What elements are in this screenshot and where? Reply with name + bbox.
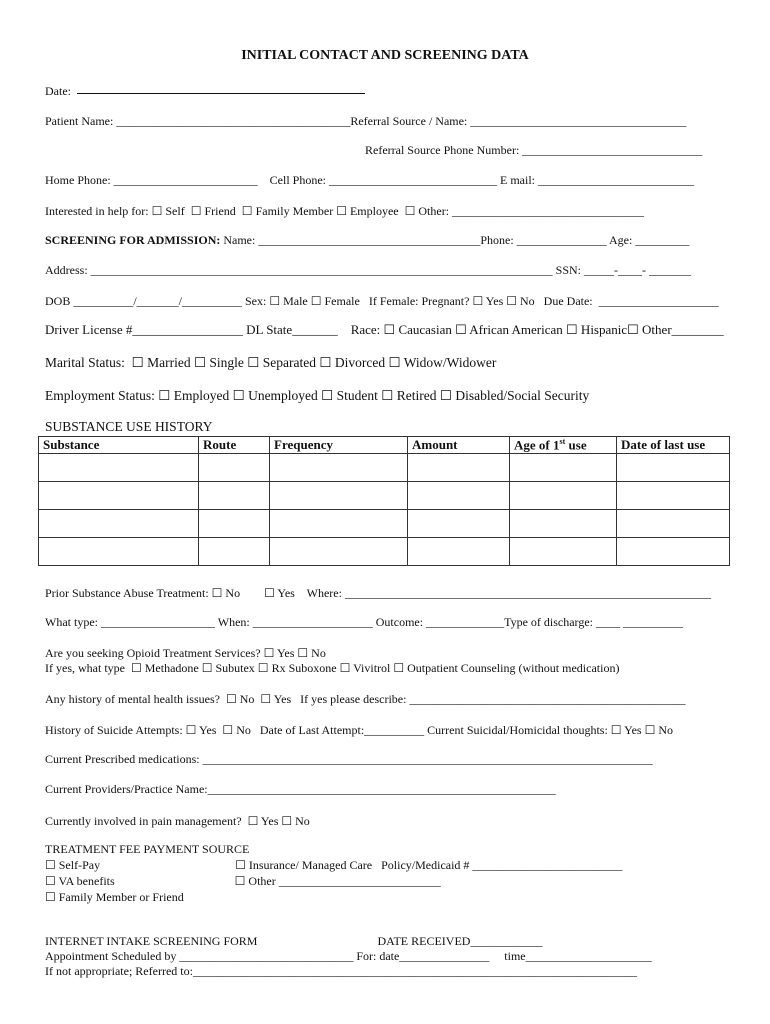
providers-line[interactable]: Current Providers/Practice Name:__________________________________________________________ — [45, 782, 556, 796]
col-age-first-use: Age of 1st use — [510, 437, 617, 454]
address-line[interactable]: Address: _____________________________________________________________________________ SSN: _____-____- _______ — [45, 263, 692, 277]
table-cell[interactable] — [39, 510, 199, 538]
opioid-question[interactable]: Are you seeking Opioid Treatment Services? ☐ Yes ☐ No — [45, 646, 326, 660]
table-cell[interactable] — [408, 454, 510, 482]
table-cell[interactable] — [408, 482, 510, 510]
table-cell[interactable] — [617, 482, 730, 510]
date-field[interactable] — [77, 93, 365, 94]
form-title: INITIAL CONTACT AND SCREENING DATA — [241, 48, 529, 63]
pain-management-line[interactable]: Currently involved in pain management? ☐ Yes ☐ No — [45, 814, 310, 828]
fee-row-3[interactable]: ☐ Family Member or Friend — [45, 890, 184, 904]
medications-line[interactable]: Current Prescribed medications: ___________________________________________________________________________ — [45, 752, 653, 766]
table-cell[interactable] — [39, 454, 199, 482]
table-header-row — [39, 437, 730, 454]
table-cell[interactable] — [199, 538, 270, 566]
table-cell[interactable] — [617, 538, 730, 566]
table-cell[interactable] — [270, 510, 408, 538]
treatment-type-line[interactable]: What type: ___________________ When: ____________________ Outcome: _____________Type of discharge: ____ __________ — [45, 615, 683, 629]
col-substance: Substance — [39, 437, 199, 454]
table-cell[interactable] — [510, 482, 617, 510]
table-row — [39, 538, 730, 566]
col-amount: Amount — [408, 437, 510, 454]
fee-source-heading: TREATMENT FEE PAYMENT SOURCE — [45, 842, 250, 856]
mental-health-line[interactable]: Any history of mental health issues? ☐ No ☐ Yes If yes please describe: ______________________________________________ — [45, 692, 686, 706]
table-row — [39, 510, 730, 538]
table-cell[interactable] — [199, 482, 270, 510]
substance-table — [38, 436, 730, 566]
fee-row-1[interactable]: ☐ Self-Pay ☐ Insurance/ Managed Care Policy/Medicaid # _________________________ — [45, 858, 623, 872]
table-cell[interactable] — [408, 538, 510, 566]
driver-license-line[interactable]: Driver License #_________________ DL State_______ Race: ☐ Caucasian ☐ African American ☐ Hispanic☐ Other________ — [45, 322, 724, 337]
col-frequency: Frequency — [270, 437, 408, 454]
substance-history-heading: SUBSTANCE USE HISTORY — [45, 419, 213, 434]
dob-line[interactable]: DOB __________/_______/__________ Sex: ☐ Male ☐ Female If Female: Pregnant? ☐ Yes ☐ No Due Date: ____________________ — [45, 294, 719, 308]
col-date-last-use: Date of last use — [617, 437, 730, 454]
table-cell[interactable] — [270, 538, 408, 566]
table-cell[interactable] — [39, 538, 199, 566]
screening-line[interactable] — [45, 233, 689, 247]
table-cell[interactable] — [270, 482, 408, 510]
fee-row-2[interactable]: ☐ VA benefits ☐ Other ___________________________ — [45, 874, 441, 888]
referred-line[interactable]: If not appropriate; Referred to:__________________________________________________________________________ — [45, 964, 637, 978]
patient-name-line[interactable]: Patient Name: _______________________________________Referral Source / Name: ____________________________________ — [45, 114, 687, 128]
table-cell[interactable] — [270, 454, 408, 482]
table-cell[interactable] — [510, 510, 617, 538]
table-row — [39, 482, 730, 510]
date-label: Date: — [45, 84, 71, 98]
employment-status-line[interactable]: Employment Status: ☐ Employed ☐ Unemployed ☐ Student ☐ Retired ☐ Disabled/Social Security — [45, 388, 590, 403]
phone-email-line[interactable]: Home Phone: ________________________ Cell Phone: ____________________________ E mail: __________________________ — [45, 173, 694, 187]
table-cell[interactable] — [617, 510, 730, 538]
table-cell[interactable] — [510, 454, 617, 482]
table-cell[interactable] — [199, 510, 270, 538]
table-row — [39, 454, 730, 482]
table-cell[interactable] — [617, 454, 730, 482]
opioid-type-line[interactable]: If yes, what type ☐ Methadone ☐ Subutex ☐ Rx Suboxone ☐ Vivitrol ☐ Outpatient Counseling (without medication) — [45, 661, 620, 675]
interested-line[interactable]: Interested in help for: ☐ Self ☐ Friend ☐ Family Member ☐ Employee ☐ Other: ________________________________ — [45, 204, 645, 218]
table-cell[interactable] — [408, 510, 510, 538]
screening-fields[interactable]: Name: _____________________________________Phone: _______________ Age: _________ — [220, 233, 690, 247]
referral-phone-line[interactable]: Referral Source Phone Number: ______________________________ — [365, 143, 703, 157]
table-cell[interactable] — [39, 482, 199, 510]
prior-treatment-line[interactable]: Prior Substance Abuse Treatment: ☐ No ☐ Yes Where: _____________________________________________________________ — [45, 586, 711, 600]
col-route: Route — [199, 437, 270, 454]
table-cell[interactable] — [199, 454, 270, 482]
internet-form-line[interactable]: INTERNET INTAKE SCREENING FORM DATE RECEIVED____________ — [45, 934, 543, 948]
table-cell[interactable] — [510, 538, 617, 566]
suicide-history-line[interactable]: History of Suicide Attempts: ☐ Yes ☐ No Date of Last Attempt:__________ Current Suicidal/Homicidal thoughts: ☐ Yes ☐ No — [45, 723, 674, 737]
screening-label: SCREENING FOR ADMISSION: — [45, 233, 221, 247]
appointment-line[interactable]: Appointment Scheduled by _____________________________ For: date_______________ time_____________________ — [45, 949, 652, 963]
marital-status-line[interactable]: Marital Status: ☐ Married ☐ Single ☐ Separated ☐ Divorced ☐ Widow/Widower — [45, 355, 497, 370]
